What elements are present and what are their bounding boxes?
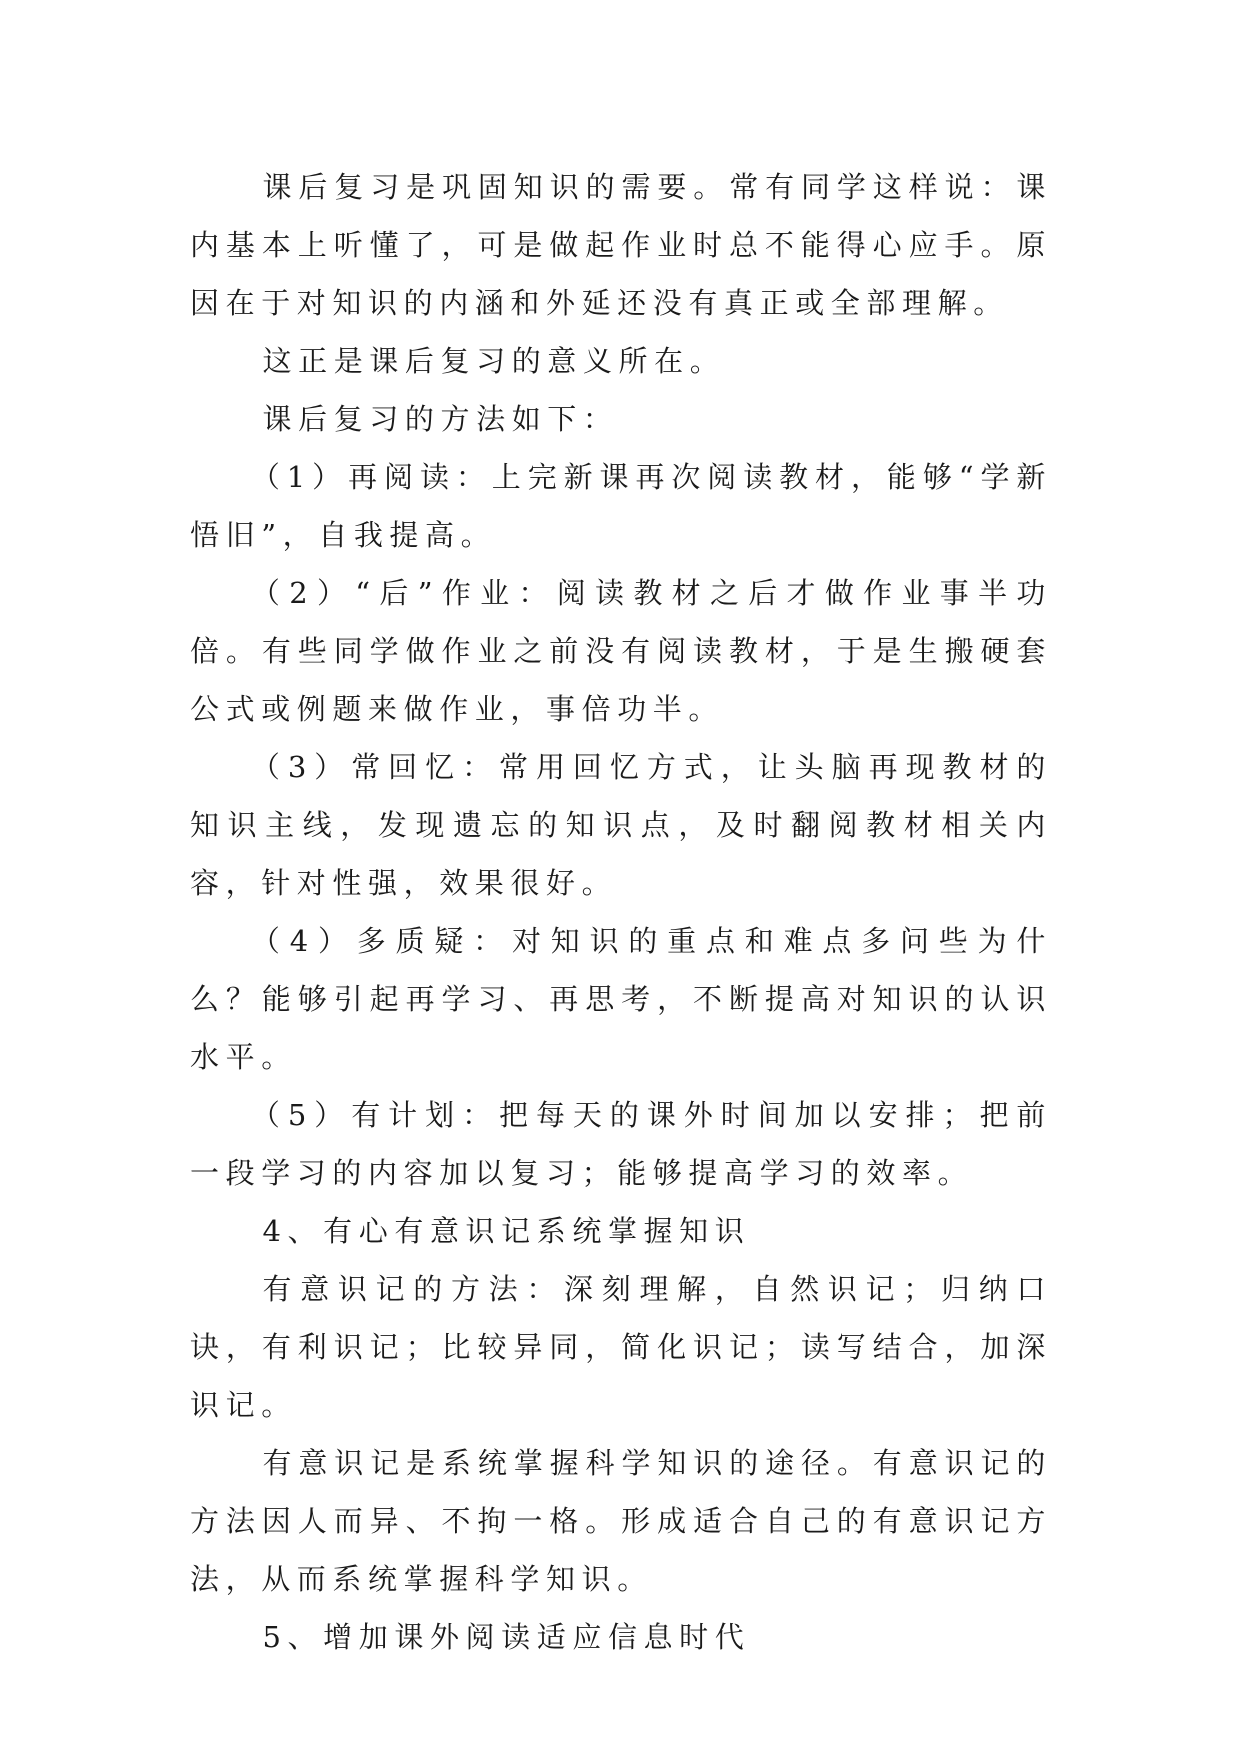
paragraph-review-importance: 课后复习是巩固知识的需要。常有同学这样说：课内基本上听懂了，可是做起作业时总不能得心应手。原因在于对知识的内涵和外延还没有真正或全部理解。	[190, 170, 1052, 320]
paragraph-memorization-methods: 有意识记的方法：深刻理解，自然识记；归纳口诀，有利识记；比较异同，简化识记；读写结合，加深识记。	[190, 1272, 1052, 1422]
list-item-question: （4）多质疑：对知识的重点和难点多问些为什么？能够引起再学习、再思考，不断提高对知识的认识水平。	[190, 924, 1052, 1074]
paragraph-memorization-path: 有意识记是系统掌握科学知识的途径。有意识记的方法因人而异、不拘一格。形成适合自己的有意识记方法，从而系统掌握科学知识。	[190, 1446, 1052, 1596]
section-heading-5: 5、增加课外阅读适应信息时代	[262, 1620, 751, 1654]
list-item-homework-after: （2）“后”作业：阅读教材之后才做作业事半功倍。有些同学做作业之前没有阅读教材，于是生搬硬套公式或例题来做作业，事倍功半。	[190, 576, 1052, 726]
list-item-recall: （3）常回忆：常用回忆方式，让头脑再现教材的知识主线，发现遗忘的知识点，及时翻阅教材相关内容，针对性强，效果很好。	[190, 750, 1052, 900]
list-item-reread: （1）再阅读：上完新课再次阅读教材，能够“学新悟旧”，自我提高。	[190, 460, 1052, 552]
paragraph-methods-intro: 课后复习的方法如下：	[262, 402, 619, 436]
list-item-plan: （5）有计划：把每天的课外时间加以安排；把前一段学习的内容加以复习；能够提高学习的效率。	[190, 1098, 1052, 1190]
document-body	[190, 158, 1052, 1666]
section-heading-4: 4、有心有意识记系统掌握知识	[262, 1214, 751, 1248]
paragraph-review-meaning: 这正是课后复习的意义所在。	[262, 344, 726, 378]
